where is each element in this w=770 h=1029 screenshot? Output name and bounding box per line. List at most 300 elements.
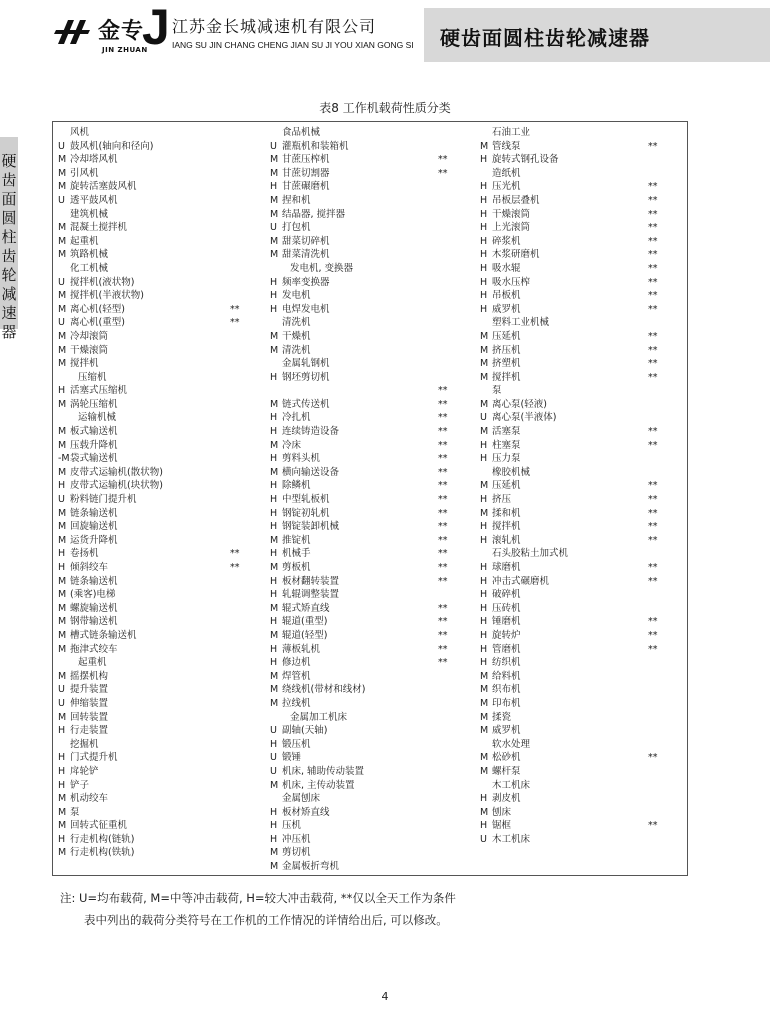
load-code: H — [270, 426, 278, 438]
load-code: M — [58, 711, 67, 723]
table-row — [58, 221, 258, 235]
table-row — [58, 344, 258, 358]
machine-name: 机械手 — [282, 548, 311, 560]
load-code: M — [58, 290, 67, 302]
load-code: H — [270, 589, 278, 601]
machine-name: 压力泵 — [492, 453, 521, 465]
table-row — [270, 398, 470, 412]
load-code: H — [270, 412, 278, 424]
load-code: H — [480, 534, 488, 546]
load-code: M — [270, 235, 279, 247]
table-row — [480, 575, 680, 589]
category-name: 起重机 — [78, 657, 107, 669]
load-code: M — [480, 371, 489, 383]
full-day-mark: ** — [648, 249, 658, 261]
load-code: M — [270, 779, 279, 791]
load-code: M — [58, 534, 67, 546]
machine-name: 压砖机 — [492, 602, 521, 614]
category-name: 软水处理 — [492, 738, 531, 750]
load-code: H — [270, 738, 278, 750]
machine-name: 吊板层叠机 — [492, 194, 540, 206]
full-day-mark: ** — [438, 507, 448, 519]
machine-name: 拖津式绞车 — [70, 643, 118, 655]
category-name: 造纸机 — [492, 167, 521, 179]
table-category-row — [270, 357, 470, 371]
machine-name: 冷扎机 — [282, 412, 311, 424]
full-day-mark: ** — [438, 494, 448, 506]
machine-name: 搅拌机 — [492, 521, 521, 533]
category-name: 建筑机械 — [70, 208, 109, 220]
table-row — [480, 411, 680, 425]
full-day-mark: ** — [648, 507, 658, 519]
machine-name: 纺织机 — [492, 657, 521, 669]
machine-name: 皮带式运输机(散状物) — [70, 466, 163, 478]
load-code: M — [58, 426, 67, 438]
machine-name: 压载升降机 — [70, 439, 118, 451]
machine-name: 粉料链门提升机 — [70, 494, 137, 506]
machine-name: 板材翻转装置 — [282, 575, 340, 587]
machine-name: 结晶器, 搅拌器 — [282, 208, 346, 220]
full-day-mark: ** — [438, 657, 448, 669]
table-row — [480, 792, 680, 806]
table-row — [480, 276, 680, 290]
machine-name: 离心机(重型) — [70, 317, 125, 329]
load-code: H — [270, 616, 278, 628]
table-row — [480, 656, 680, 670]
load-code: H — [480, 562, 488, 573]
load-code: H — [58, 562, 66, 573]
machine-name: 印布机 — [492, 697, 521, 709]
full-day-mark: ** — [648, 344, 658, 356]
load-code: M — [480, 140, 489, 152]
category-name: 金属轧钢机 — [282, 358, 330, 370]
table-row — [480, 303, 680, 317]
table-row — [480, 493, 680, 507]
table-row — [58, 452, 258, 466]
load-code: M — [270, 684, 279, 696]
table-row — [270, 344, 470, 358]
machine-name: 卷扬机 — [70, 548, 99, 560]
machine-name: 起重机 — [70, 235, 99, 247]
machine-name: 松砂机 — [492, 752, 521, 764]
load-code: U — [58, 697, 65, 709]
load-code: M — [480, 344, 489, 356]
table-row — [58, 276, 258, 290]
load-code: M — [270, 602, 279, 614]
machine-name: 刨床 — [492, 806, 512, 818]
load-code: M — [58, 629, 67, 641]
table-row — [58, 194, 258, 208]
machine-name: 甘蔗碾磨机 — [282, 181, 330, 193]
full-day-mark: ** — [438, 602, 448, 614]
machine-name: 行走机构(铁轨) — [70, 847, 135, 859]
product-title: 硬齿面圆柱齿轮减速器 — [440, 26, 650, 50]
load-code: M — [270, 398, 279, 410]
table-row — [270, 466, 470, 480]
machine-name: 钢锭装卸机械 — [282, 521, 340, 533]
full-day-mark: ** — [230, 303, 240, 315]
table-row — [270, 751, 470, 765]
table-row — [58, 765, 258, 779]
category-name: 金属刨床 — [282, 793, 321, 805]
load-code: H — [270, 507, 278, 519]
table-category-row — [270, 711, 470, 725]
table-row — [58, 833, 258, 847]
table-row — [270, 534, 470, 548]
load-code: M — [270, 697, 279, 709]
load-code: H — [270, 643, 278, 655]
full-day-mark: ** — [438, 548, 448, 560]
table-row — [480, 194, 680, 208]
machine-name: 灌瓶机和装箱机 — [282, 140, 349, 152]
machine-name: 除鳞机 — [282, 480, 311, 492]
load-code: M — [58, 793, 67, 805]
machine-name: 门式提升机 — [70, 752, 118, 764]
table-row — [58, 520, 258, 534]
table-row — [480, 561, 680, 575]
machine-name: 旋转式钢孔设备 — [492, 154, 559, 166]
machine-name: 干燥机 — [282, 330, 311, 342]
machine-name: 搅拌机 — [492, 371, 521, 383]
machine-name: 拉线机 — [282, 697, 311, 709]
machine-name: 螺杆泵 — [492, 765, 521, 777]
full-day-mark: ** — [230, 562, 240, 573]
table-row — [480, 602, 680, 616]
machine-name: 压延机 — [492, 480, 521, 492]
machine-name: 旋转活塞鼓风机 — [70, 181, 137, 193]
load-code: M — [270, 330, 279, 342]
table-row — [270, 153, 470, 167]
table-category-row — [270, 792, 470, 806]
load-code: H — [480, 657, 488, 669]
machine-name: 碎浆机 — [492, 235, 521, 247]
load-code: M — [58, 820, 67, 832]
machine-name: 摇摆机构 — [70, 670, 109, 682]
load-code: M — [480, 480, 489, 492]
machine-name: 螺旋输送机 — [70, 602, 118, 614]
logo-chinese-text: 金专 — [98, 19, 145, 44]
table-row — [270, 697, 470, 711]
machine-name: 鼓风机(轴向和径向) — [70, 140, 154, 152]
table-category-row — [480, 738, 680, 752]
full-day-mark: ** — [648, 616, 658, 628]
machine-name: 链条输送机 — [70, 507, 118, 519]
table-row — [270, 643, 470, 657]
load-code: M — [270, 466, 279, 478]
load-code: M — [58, 507, 67, 519]
category-name: 石头胶粘土加式机 — [492, 548, 569, 560]
machine-name: 压机 — [282, 820, 302, 832]
load-code: M — [480, 330, 489, 342]
machine-name: 袋式输送机 — [70, 453, 118, 465]
load-code: M — [270, 439, 279, 451]
machine-name: 冷却塔风机 — [70, 154, 118, 166]
logo-english-text: JIN ZHUAN — [102, 46, 148, 54]
load-code: H — [270, 276, 278, 288]
load-code: H — [270, 521, 278, 533]
full-day-mark: ** — [648, 820, 658, 832]
full-day-mark: ** — [438, 385, 448, 397]
load-code: H — [58, 548, 66, 560]
category-name: 压缩机 — [78, 371, 107, 383]
machine-name: 揉和机 — [492, 507, 521, 519]
table-category-row — [480, 779, 680, 793]
machine-name: 威罗机 — [492, 303, 521, 315]
load-code: M — [58, 181, 67, 193]
machine-name: 透平鼓风机 — [70, 194, 118, 206]
table-row — [270, 411, 470, 425]
machine-name: 甜菜切碎机 — [282, 235, 330, 247]
load-code: H — [480, 793, 488, 805]
machine-name: 行走装置 — [70, 725, 109, 737]
load-code: H — [58, 752, 66, 764]
load-code: H — [270, 303, 278, 315]
table-row — [58, 615, 258, 629]
full-day-mark: ** — [648, 262, 658, 274]
machine-name: 金属板折弯机 — [282, 861, 340, 873]
machine-name: 吊板机 — [492, 290, 521, 302]
table-row — [58, 466, 258, 480]
full-day-mark: ** — [648, 181, 658, 193]
machine-name: 给料机 — [492, 670, 521, 682]
load-code: H — [270, 480, 278, 492]
load-code: U — [480, 412, 487, 424]
machine-name: 皮带式运输机(块状物) — [70, 480, 163, 492]
machine-name: 离心机(轻型) — [70, 303, 125, 315]
load-code: M — [58, 358, 67, 370]
machine-name: 机床, 主传动装置 — [282, 779, 355, 791]
logo-mark-icon — [54, 16, 92, 46]
machine-name: 压光机 — [492, 181, 521, 193]
full-day-mark: ** — [438, 643, 448, 655]
table-row — [480, 683, 680, 697]
table-row — [58, 792, 258, 806]
table-row — [58, 683, 258, 697]
table-column-1 — [58, 126, 258, 860]
table-row — [480, 697, 680, 711]
load-code: H — [480, 181, 488, 193]
machine-name: 轧辊调整装置 — [282, 589, 340, 601]
machine-name: 中型轧板机 — [282, 494, 330, 506]
load-code: H — [270, 806, 278, 818]
machine-name: 辊道(轻型) — [282, 629, 328, 641]
machine-name: 冲压机 — [282, 833, 311, 845]
load-code: H — [480, 589, 488, 601]
machine-name: 木浆研磨机 — [492, 249, 540, 261]
machine-name: 辊道(重型) — [282, 616, 328, 628]
table-row — [480, 262, 680, 276]
full-day-mark: ** — [648, 752, 658, 764]
table-row — [270, 656, 470, 670]
table-row — [480, 371, 680, 385]
table-row — [58, 806, 258, 820]
machine-name: 副轴(天轴) — [282, 725, 328, 737]
table-row — [58, 384, 258, 398]
category-name: 运输机械 — [78, 412, 117, 424]
load-code: H — [480, 643, 488, 655]
full-day-mark: ** — [230, 548, 240, 560]
load-code: M — [58, 439, 67, 451]
table-row — [480, 643, 680, 657]
table-row — [480, 344, 680, 358]
machine-name: 绕线机(带材和线材) — [282, 684, 366, 696]
category-name: 挖掘机 — [70, 738, 99, 750]
table-row — [270, 479, 470, 493]
load-code: H — [480, 222, 488, 234]
load-code: M — [270, 861, 279, 873]
table-row — [270, 588, 470, 602]
table-category-row — [480, 384, 680, 398]
load-code: M — [58, 303, 67, 315]
load-code: H — [480, 494, 488, 506]
load-code: M — [270, 670, 279, 682]
table-row — [58, 697, 258, 711]
table-row — [270, 208, 470, 222]
load-code: M — [480, 725, 489, 737]
table-row — [58, 751, 258, 765]
table-category-row — [58, 371, 258, 385]
table-row — [480, 153, 680, 167]
full-day-mark: ** — [438, 534, 448, 546]
table-row — [480, 330, 680, 344]
company-name-pinyin: IANG SU JIN CHANG CHENG JIAN SU JI YOU XIAN GONG SI — [172, 40, 414, 50]
load-code: U — [58, 684, 65, 696]
table-category-row — [270, 316, 470, 330]
machine-name: 剥皮机 — [492, 793, 521, 805]
machine-name: 清洗机 — [282, 344, 311, 356]
load-code: M — [480, 697, 489, 709]
table-row — [58, 316, 258, 330]
full-day-mark: ** — [648, 140, 658, 152]
load-code: U — [270, 222, 277, 234]
machine-name: 冷却滚筒 — [70, 330, 109, 342]
load-code: M — [58, 670, 67, 682]
full-day-mark: ** — [648, 371, 658, 383]
table-row — [270, 507, 470, 521]
machine-name: 链式传送机 — [282, 398, 330, 410]
full-day-mark: ** — [648, 521, 658, 533]
table-row — [480, 806, 680, 820]
load-code: M — [270, 208, 279, 220]
full-day-mark: ** — [438, 167, 448, 179]
load-code: U — [270, 140, 277, 152]
machine-name: 运货升降机 — [70, 534, 118, 546]
table-row — [270, 547, 470, 561]
load-code: H — [480, 276, 488, 288]
header-banner — [424, 8, 770, 62]
table-row — [270, 235, 470, 249]
table-row — [58, 724, 258, 738]
table-row — [270, 167, 470, 181]
table-row — [58, 140, 258, 154]
load-code: H — [270, 371, 278, 383]
table-category-row — [480, 126, 680, 140]
table-category-row — [58, 738, 258, 752]
full-day-mark: ** — [648, 276, 658, 288]
machine-name: 离心泵(半液体) — [492, 412, 557, 424]
machine-name: 行走机构(链轨) — [70, 833, 135, 845]
table-row — [270, 493, 470, 507]
machine-name: 干燥滚筒 — [70, 344, 109, 356]
table-row — [480, 724, 680, 738]
full-day-mark: ** — [648, 562, 658, 573]
machine-name: 板材矫直线 — [282, 806, 330, 818]
load-code: H — [480, 575, 488, 587]
table-row — [480, 221, 680, 235]
machine-name: 甜菜清洗机 — [282, 249, 330, 261]
machine-name: 回旋输送机 — [70, 521, 118, 533]
load-code: M — [58, 847, 67, 859]
table-row — [58, 575, 258, 589]
load-code: M — [270, 847, 279, 859]
load-code: M — [480, 806, 489, 818]
table-row — [270, 629, 470, 643]
footnote-remark: 表中列出的载荷分类符号在工作机的工作情况的详情给出后, 可以修改。 — [84, 913, 448, 927]
table-category-row — [270, 126, 470, 140]
table-row — [58, 846, 258, 860]
load-code: H — [58, 779, 66, 791]
table-row — [480, 833, 680, 847]
machine-name: 引风机 — [70, 167, 99, 179]
machine-name: 揉瓷 — [492, 711, 512, 723]
table-row — [270, 303, 470, 317]
machine-name: 倾斜绞车 — [70, 562, 109, 573]
full-day-mark: ** — [648, 358, 658, 370]
table-row — [270, 615, 470, 629]
table-row — [480, 289, 680, 303]
table-row — [480, 819, 680, 833]
machine-name: 回转装置 — [70, 711, 109, 723]
full-day-mark: ** — [438, 453, 448, 465]
category-name: 石油工业 — [492, 127, 531, 138]
machine-name: 挤压机 — [492, 344, 521, 356]
category-name: 泵 — [492, 385, 502, 397]
table-row — [270, 765, 470, 779]
load-code: H — [58, 385, 66, 397]
table-row — [480, 629, 680, 643]
load-code: H — [270, 575, 278, 587]
machine-name: 锻压机 — [282, 738, 311, 750]
full-day-mark: ** — [648, 194, 658, 206]
load-code: H — [480, 439, 488, 451]
table-column-3 — [480, 126, 680, 846]
load-code: M — [58, 616, 67, 628]
table-row — [270, 180, 470, 194]
machine-name: 球磨机 — [492, 562, 521, 573]
machine-name: 甘蔗压榨机 — [282, 154, 330, 166]
load-code: M — [270, 194, 279, 206]
load-code: M — [58, 602, 67, 614]
category-name: 化工机械 — [70, 262, 109, 274]
machine-name: 剪料头机 — [282, 453, 321, 465]
load-code: H — [480, 194, 488, 206]
table-category-row — [58, 656, 258, 670]
company-name-chinese: 江苏金长城减速机有限公司 — [172, 17, 377, 36]
machine-name: 筑路机械 — [70, 249, 109, 261]
table-row — [58, 779, 258, 793]
load-code: H — [480, 235, 488, 247]
load-code: M — [480, 507, 489, 519]
table-row — [270, 602, 470, 616]
table-row — [58, 588, 258, 602]
full-day-mark: ** — [438, 154, 448, 166]
load-code: M — [270, 562, 279, 573]
load-code: U — [58, 140, 65, 152]
machine-name: 威罗机 — [492, 725, 521, 737]
table-row — [58, 711, 258, 725]
load-code: U — [58, 317, 65, 329]
load-code: H — [480, 154, 488, 166]
